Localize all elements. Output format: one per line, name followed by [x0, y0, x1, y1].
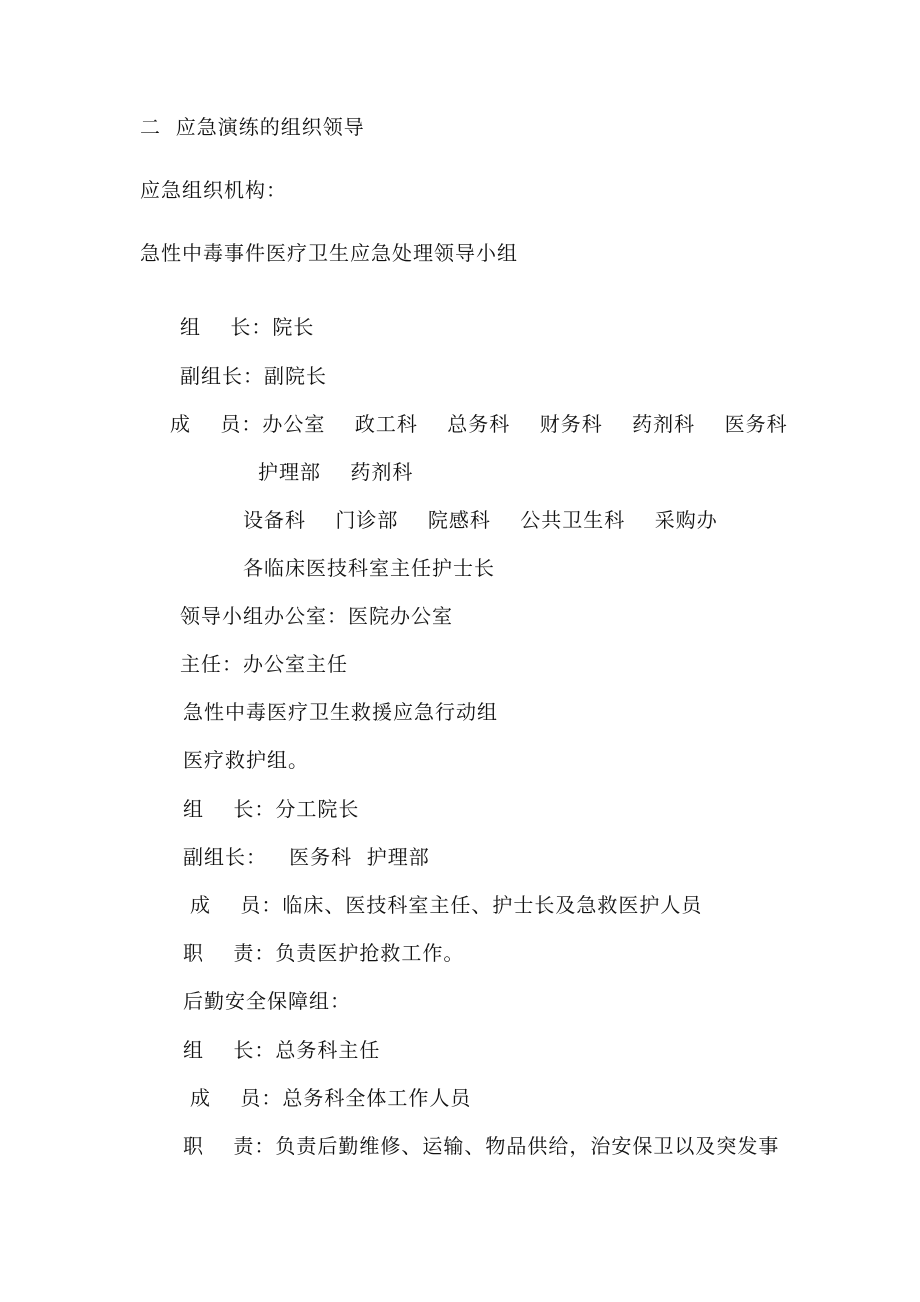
office-line: 领导小组办公室：医院办公室	[180, 604, 453, 628]
members-line-3: 设备科 门诊部 院感科 公共卫生科 采购办	[243, 508, 718, 532]
members-line-1: 成 员：办公室 政工科 总务科 财务科 药剂科 医务科	[170, 412, 788, 436]
rescue-duty: 职 责：负责医护抢救工作。	[183, 941, 465, 965]
logistics-members: 成 员：总务科全体工作人员	[190, 1086, 472, 1110]
org-title: 应急组织机构：	[140, 178, 287, 202]
members-line-4: 各临床医技科室主任护士长	[243, 556, 495, 580]
leader-line: 组 长：院长	[180, 315, 315, 339]
logistics-group-title: 后勤安全保障组：	[183, 989, 351, 1013]
rescue-group-title: 医疗救护组。	[183, 748, 309, 772]
rescue-members: 成 员：临床、医技科室主任、护士长及急救医护人员	[190, 893, 703, 917]
rescue-leader: 组 长：分工院长	[183, 797, 360, 821]
section-heading: 二 应急演练的组织领导	[140, 115, 365, 139]
director-line: 主任：办公室主任	[180, 652, 348, 676]
logistics-duty: 职 责：负责后勤维修、运输、物品供给，治安保卫以及突发事	[183, 1134, 780, 1158]
rescue-deputy: 副组长： 医务科 护理部	[183, 845, 430, 869]
group-title: 急性中毒事件医疗卫生应急处理领导小组	[140, 241, 518, 265]
action-group-title: 急性中毒医疗卫生救援应急行动组	[183, 700, 498, 724]
deputy-line: 副组长：副院长	[180, 364, 327, 388]
members-line-2: 护理部 药剂科	[258, 460, 414, 484]
logistics-leader: 组 长：总务科主任	[183, 1038, 381, 1062]
